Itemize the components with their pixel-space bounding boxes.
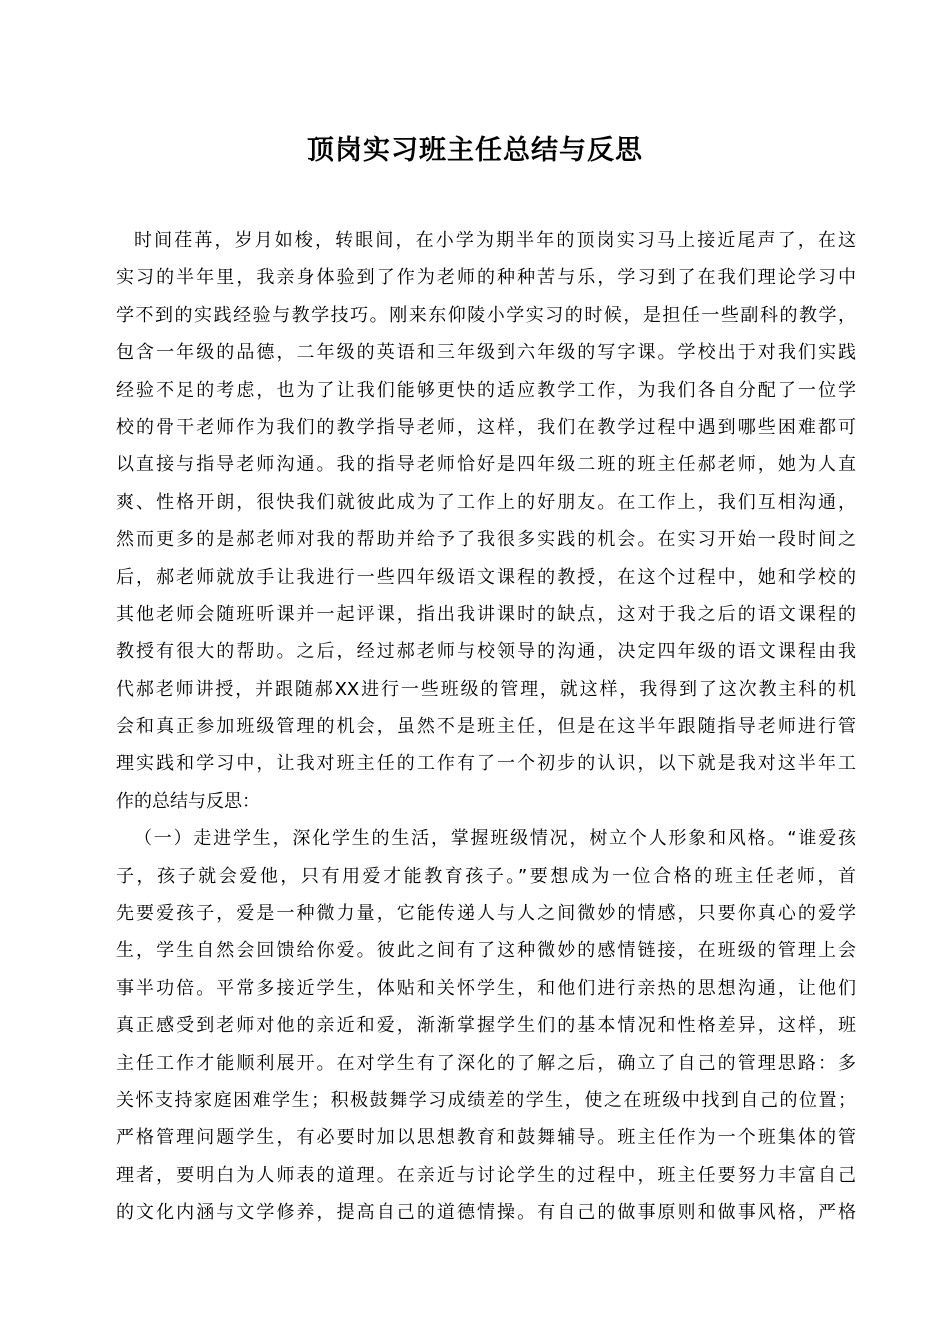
section-heading-line: （一）走进学生，深化学生的生活，掌握班级情况，树立个人形象和风格。“谁爱孩	[134, 828, 856, 850]
document-title: 顶岗实习班主任总结与反思	[307, 135, 643, 166]
body-line: 后，郝老师就放手让我进行一些四年级语文课程的教授，在这个过程中，她和学校的	[116, 566, 856, 588]
document-body	[116, 222, 856, 1232]
body-line: 理实践和学习中，让我对班主任的工作有了一个初步的认识，以下就是我对这半年工	[116, 753, 856, 775]
body-line: 然而更多的是郝老师对我的帮助并给予了我很多实践的机会。在实习开始一段时间之	[116, 529, 856, 551]
body-line: 真正感受到老师对他的亲近和爱，渐渐掌握学生们的基本情况和性格差异，这样，班	[116, 1015, 856, 1037]
body-line: 爽、性格开朗，很快我们就彼此成为了工作上的好朋友。在工作上，我们互相沟通，	[116, 491, 856, 513]
body-line: 以直接与指导老师沟通。我的指导老师恰好是四年级二班的班主任郝老师，她为人直	[116, 454, 856, 476]
body-line: 严格管理问题学生，有必要时加以思想教育和鼓舞辅导。班主任作为一个班集体的管	[116, 1127, 856, 1149]
body-line: 教授有很大的帮助。之后，经过郝老师与校领导的沟通，决定四年级的语文课程由我	[116, 641, 856, 663]
body-line: 子，孩子就会爱他，只有用爱才能教育孩子。”要想成为一位合格的班主任老师，首	[116, 865, 856, 887]
body-line: 会和真正参加班级管理的机会，虽然不是班主任，但是在这半年跟随指导老师进行管	[116, 716, 856, 738]
body-line: 先要爱孩子，爱是一种微力量，它能传递人与人之间微妙的情感，只要你真心的爱学	[116, 903, 856, 925]
body-line: 代郝老师讲授，并跟随郝XX进行一些班级的管理，就这样，我得到了这次教主科的机	[116, 678, 856, 700]
body-line: 事半功倍。平常多接近学生，体贴和关怀学生，和他们进行亲热的思想沟通，让他们	[116, 977, 856, 999]
body-line: 理者，要明白为人师表的道理。在亲近与讨论学生的过程中，班主任要努力丰富自己	[116, 1164, 856, 1186]
body-line: 主任工作才能顺利展开。在对学生有了深化的了解之后，确立了自己的管理思路：多	[116, 1052, 856, 1074]
body-line: 作的总结与反思：	[116, 790, 260, 812]
body-line: 包含一年级的品德，二年级的英语和三年级到六年级的写字课。学校出于对我们实践	[116, 342, 856, 364]
body-line: 的文化内涵与文学修养，提高自己的道德情操。有自己的做事原则和做事风格，严格	[116, 1202, 856, 1224]
body-line: 校的骨干老师作为我们的教学指导老师，这样，我们在教学过程中遇到哪些困难都可	[116, 416, 856, 438]
body-line: 学不到的实践经验与教学技巧。刚来东仰陵小学实习的时候，是担任一些副科的教学，	[116, 304, 856, 326]
body-line: 生，学生自然会回馈给你爱。彼此之间有了这种微妙的感情链接，在班级的管理上会	[116, 940, 856, 962]
body-line: 实习的半年里，我亲身体验到了作为老师的种种苦与乐，学习到了在我们理论学习中	[116, 267, 856, 289]
body-line: 关怀支持家庭困难学生；积极鼓舞学习成绩差的学生，使之在班级中找到自己的位置；	[116, 1089, 856, 1111]
body-line: 经验不足的考虑，也为了让我们能够更快的适应教学工作，为我们各自分配了一位学	[116, 379, 856, 401]
body-line: 其他老师会随班听课并一起评课，指出我讲课时的缺点，这对于我之后的语文课程的	[116, 603, 856, 625]
body-line: 时间荏苒，岁月如梭，转眼间，在小学为期半年的顶岗实习马上接近尾声了，在这	[134, 230, 856, 251]
